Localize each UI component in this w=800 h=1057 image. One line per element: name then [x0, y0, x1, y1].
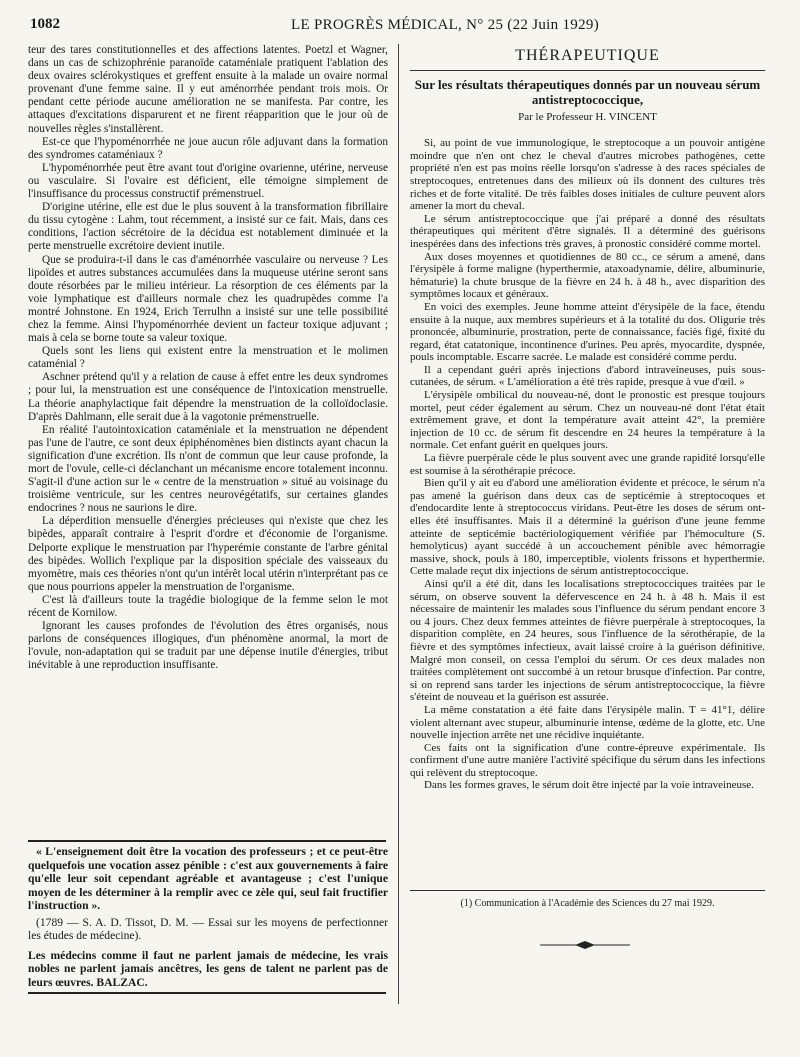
- quote-balzac: Les médecins comme il faut ne parlent jamais de médecine, les vrais nobles ne parlent jamais ancêtres, les gens de talent ne parlent pas de leurs œuvres. BALZAC.: [28, 948, 388, 989]
- page-header: [30, 16, 780, 38]
- section-rule: [410, 70, 765, 71]
- quote-tissot: « L'enseignement doit être la vocation des professeurs ; et ce peut-être quelquefois une vocation assez pénible : c'est aux gouvernements à faire qu'elle leur soit cependant agréable et avantageuse ; c'est l'unique moyen de les déterminer à la remplir avec ce zèle qui, seul fait fructifier l'instruction ».: [28, 845, 388, 912]
- body-paragraph: Dans les formes graves, le sérum doit être injecté par la voie intraveineuse.: [424, 779, 754, 792]
- footnote-rule: [410, 890, 765, 891]
- body-paragraph: Bien qu'il y ait eu d'abord une amélioration évidente et précoce, le sérum n'a pas amené la guérison dans deux cas de septicémie à streptocoques et d'endocardite lente à streptococcus viridans. Peut-être les doses de sérum ont-elles été insuffisantes. Mais il a déterminé la guérison d'une jeune femme atteinte de septicémie bactériologiquement vérifiée par l'hémoculture (S. hemolyticus) ayant succédé à un accouchement pénible avec hémorragie massive, shock, pouls à 180, imperceptible, violents frissons et hyperthermie. Cette malade reçut dix injections de sérum antistreptococcique.: [410, 477, 765, 578]
- body-paragraph: L'érysipèle ombilical du nouveau-né, dont le pronostic est presque toujours mortel, peut céder également au sérum. Chez un nouveau-né dont l'état était extrêmement grave, et dont la température avait atteint 42°, la première injection de 10 cc. de sérum fit descendre en 24 heures la température à la normale. Cet enfant guérit en quelques jours.: [410, 389, 765, 452]
- body-paragraph: En voici des exemples. Jeune homme atteint d'érysipèle de la face, étendu ensuite à la nuque, aux membres supérieurs et à la totalité du dos. Oligurie très prononcée, albuminurie, prostration, perte de connaissance, faciès figé, fixité du regard, état catatonique, incontinence d'urines. Peu après, myocardite, dyspnée, pouls incomptable. Escarre sacrée. Le malade est considéré comme perdu.: [410, 300, 765, 364]
- quote-citation: (1789 — S. A. D. Tissot, D. M. — Essai sur les moyens de perfectionner les études de médecine).: [28, 915, 388, 942]
- footnote: (1) Communication à l'Académie des Sciences du 27 mai 1929.: [460, 898, 715, 909]
- body-paragraph: La même constatation a été faite dans l'érysipèle malin. T = 41°1, délire violent alternant avec stupeur, albuminurie intense, œdème de la glotte, etc. Une nouvelle injection arrête net une récidive inquiétante.: [410, 703, 765, 742]
- body-paragraph: Quels sont les liens qui existent entre la menstruation et le molimen cataménial ?: [28, 345, 388, 371]
- section-heading: THÉRAPEUTIQUE: [515, 47, 660, 64]
- column-divider: [398, 44, 399, 1004]
- ornament-divider: [540, 940, 630, 950]
- body-paragraph: Si, au point de vue immunologique, le streptocoque a un pouvoir antigène moindre que n'en ont chez le cheval d'autres microbes pathogènes, cette propriété n'en est pas moins réelle lorsqu'on s'adresse à des races spéciales de streptocoques, entretenues dans des milieux où ils donnent des cultures très riches et de forte vitalité. De très faibles doses initiales de culture peuvent alors amener la mort du cheval.: [410, 137, 765, 213]
- left-column: [28, 44, 388, 673]
- quote-block: [28, 845, 388, 992]
- body-paragraph: En réalité l'autointoxication cataméniale et la menstruation ne dépendent pas l'une de l'autre, ce sont deux épiphénomènes bien distincts ayant chacun la signification d'une excrétion. Ils n'ont de commun que leur cause profonde, la mort de l'ovule, celle-ci déclanchant un mécanisme encore totalement inconnu. S'agit-il d'une action sur le « centre de la menstruation » situé au voisinage du troisième ventricule, sur les centres neurovégétatifs, sur certaines glandes endocrines ? nous ne saurions le dire.: [28, 423, 388, 515]
- body-paragraph: D'origine utérine, elle est due le plus souvent à la transformation fibrillaire du tissu cytogène : Lahm, tout récemment, a insisté sur ce fait. Mais, dans ces conditions, l'action sécrétoire de la décidua est notablement diminuée et la perte menstruelle excrétoire devient inutile.: [28, 201, 388, 253]
- article-byline: Par le Professeur H. VINCENT: [518, 110, 657, 123]
- body-paragraph: Il a cependant guéri après injections d'abord intraveineuses, puis sous-cutanées, de sérum. « L'amélioration a été très rapide, presque à vue d'œil. »: [410, 363, 765, 389]
- body-paragraph: L'hypoménorrhée peut être avant tout d'origine ovarienne, utérine, nerveuse ou vasculaire. Si l'ovaire est déficient, elle témoigne simplement de l'insuffisance du processus constructif prémenstruel.: [28, 161, 388, 201]
- body-paragraph: Ces faits ont la signification d'une contre-épreuve expérimentale. Ils confirment d'une autre manière l'activité spécifique du sérum dans les infections qui relèvent du streptocoque.: [410, 741, 765, 779]
- page-number: 1082: [30, 16, 60, 32]
- running-title: LE PROGRÈS MÉDICAL, N° 25 (22 Juin 1929): [290, 17, 599, 33]
- body-paragraph: Le sérum antistreptococcique que j'ai préparé a donné des résultats thérapeutiques qui méritent d'être signalés. Il a déterminé des guérisons inespérées dans des infections très graves, à pronostic considéré comme mortel.: [410, 212, 765, 250]
- body-paragraph: La fièvre puerpérale cède le plus souvent avec une grande rapidité lorsqu'elle est soumise à la sérothérapie précoce.: [410, 452, 765, 477]
- body-paragraph: teur des tares constitutionnelles et des affections latentes. Poetzl et Wagner, dans un cas de schizophrénie paranoïde cataméniale pratiquent l'ablation des deux ovaires sclérokystiques et greffent ensuite à la malade un ovaire normal provenant d'une femme saine. Il y eut aménorrhée pendant trois mois. Or pendant cette période aucune amélioration ne se manifesta. Par contre, les attaques d'excitations disparurent et ne firent réapparition que le jour où de nouvelles règles s'installèrent.: [28, 44, 388, 135]
- body-paragraph: Aschner prétend qu'il y a relation de cause à effet entre les deux syndromes ; pour lui, la menstruation est une conséquence de l'intoxication menstruelle. La théorie anaphylactique fait dépendre la menstruation de la colloïdoclasie. D'après Dahlmann, elle serait due à la vagotonie prémenstruelle.: [28, 371, 388, 423]
- right-column: [410, 44, 765, 792]
- body-paragraph: Aux doses moyennes et quotidiennes de 80 cc., ce sérum a amené, dans l'érysipèle à forme maligne (hyperthermie, ataxoadynamie, délire, albuminurie, hématurie) la chute brusque de la fièvre en 24 h. à 48 h., avec disparition des symptômes locaux et généraux.: [410, 250, 765, 301]
- article-title: Sur les résultats thérapeutiques donnés par un nouveau sérum antistreptococcique,: [414, 76, 761, 107]
- body-paragraph: Ignorant les causes profondes de l'évolution des êtres organisés, nous parlons de conséquences illogiques, d'un phénomène anormal, la mort de l'ovule, non-adaptation qui se traduit par une dépense inutile d'énergies, tribut inévitable à une reproduction insuffisante.: [28, 620, 388, 672]
- body-paragraph: Que se produira-t-il dans le cas d'aménorrhée vasculaire ou nerveuse ? Les lipoïdes et autres substances accumulées dans la muqueuse utérine seront sans doute résorbées par le milieu intérieur. La résorption de ces éléments par la voie lymphatique est d'ailleurs normale chez les quadrupèdes comme l'a montré Johnstone. En 1924, Erich Terrulhn a insisté sur une telle possibilité chez la femme. Ainsi l'hypoménorrhée devient un facteur toxique adjuvant ; mais à cela se borne toute sa valeur toxique.: [28, 253, 388, 345]
- body-paragraph: Ainsi qu'il a été dit, dans les localisations streptococciques traitées par le sérum, on observe souvent la défervescence en 24 h. à 48 h. Mais il est nécessaire de maintenir les malades sous l'influence du sérum pendant encore 3 ou 4 jours. Chez deux femmes atteintes de fièvre puerpérale à streptocoques, la disparition complète, en 24 heures, sous l'influence de la sérothérapie, de la fièvre et des symptômes infectieux, avait laissé croire à la guérison définitive. Malgré mon conseil, on cessa l'emploi du sérum. Or ces deux malades non traitées complètement ont succombé à un retour brusque d'infection. Par contre, si on reprend sans tarder les injections de sérum antistreptococcique, la fièvre s'éteint de nouveau et la guérison est assurée.: [410, 577, 765, 704]
- body-paragraph: C'est là d'ailleurs toute la tragédie biologique de la femme selon le mot récent de Kornilow.: [28, 593, 388, 620]
- body-paragraph: La déperdition mensuelle d'énergies précieuses qui n'existe que chez les bipèdes, apparaît contraire à l'esprit d'ordre et d'économie de l'organisme. Delporte explique le menstruation par l'hyperémie constante de l'arbre génital des bipèdes. Wollich l'explique par la disposition spéciale des vaisseaux du myomètre, mais ces théories n'ont qu'un intérêt local utérin n'interprétant pas ce que nous pourrions appeler la menstruation de l'organisme.: [28, 515, 388, 593]
- body-paragraph: Est-ce que l'hypoménorrhée ne joue aucun rôle adjuvant dans la formation des syndromes cataméniaux ?: [28, 135, 388, 161]
